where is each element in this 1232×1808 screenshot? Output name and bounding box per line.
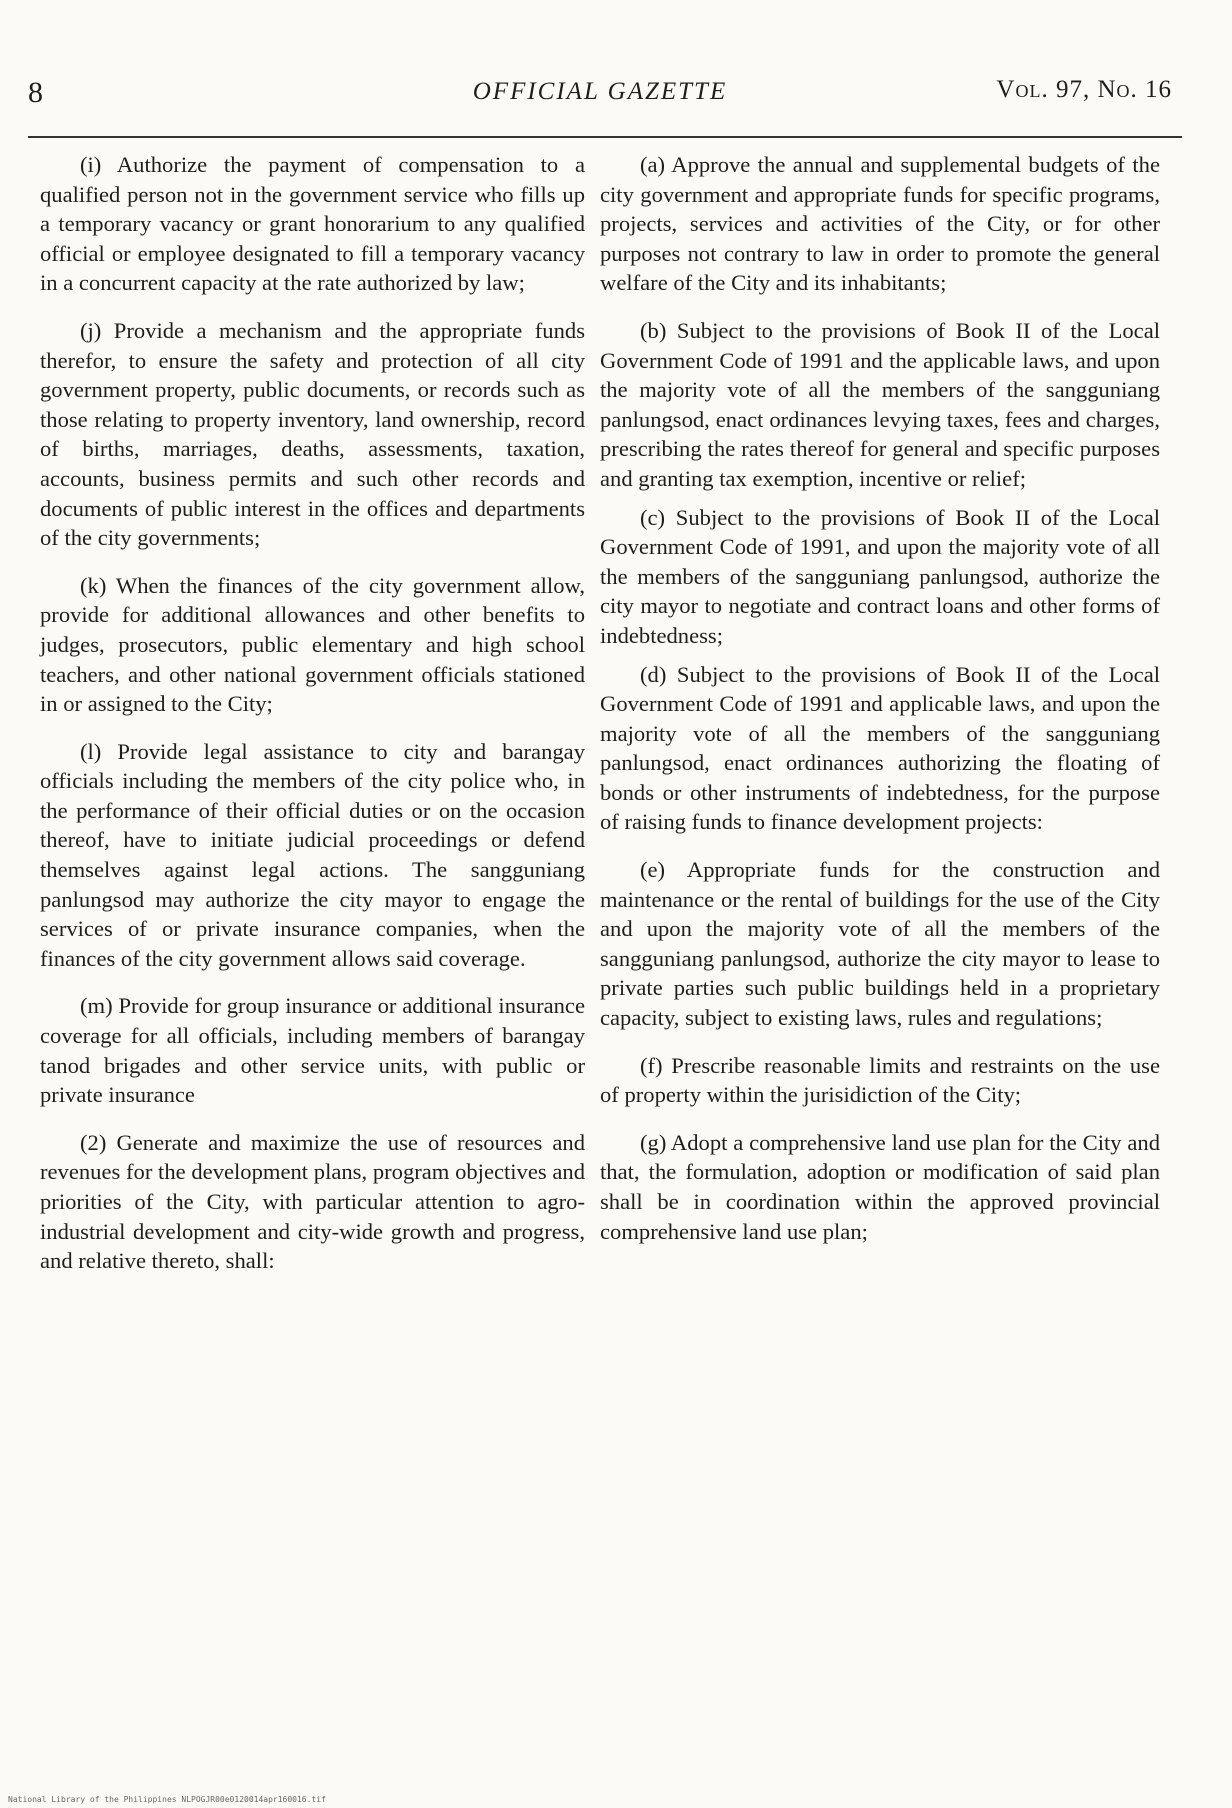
paragraph-m: (m) Provide for group insurance or additional insurance coverage for all officials, including members of barangay tanod brigades and other service units, with public or private insurance: [40, 993, 585, 1108]
right-column: [600, 150, 1160, 1264]
paragraph-l: (l) Provide legal assistance to city and barangay officials including the members of the city police who, in the performance of their official duties or on the occasion thereof, have to initiate judicial proceedings or defend themselves against legal actions. The sangguniang panlungsod may authorize the city mayor to engage the services of or private insurance companies, when the finances of the city government allows said coverage.: [40, 738, 585, 971]
header-rule: [28, 136, 1182, 138]
volume-issue: Vol. 97, No. 16: [996, 76, 1172, 103]
page-number: 8: [28, 76, 43, 109]
left-column: [40, 150, 585, 1294]
paragraph-a: (a) Approve the annual and supplemental budgets of the city government and appropriate funds for specific programs, projects, services and activities of the City, or for other purposes not contrary to law in order to promote the general welfare of the City and its inhabitants;: [600, 152, 1160, 296]
scan-footer: National Library of the Philippines NLPOGJR00e0120014apr160016.tif: [8, 1795, 326, 1804]
paragraph-j: (j) Provide a mechanism and the appropriate funds therefor, to ensure the safety and protection of all city government property, public documents, or records such as those relating to property inventory, land ownership, record of births, marriages, deaths, assessments, taxation, accounts, business permits and such other records and documents of public interest in the offices and departments of the city governments;: [40, 317, 585, 551]
paragraph-k: (k) When the finances of the city government allow, provide for additional allowances and other benefits to judges, prosecutors, public elementary and high school teachers, and other national government officials stationed in or assigned to the City;: [40, 572, 585, 717]
running-title: OFFICIAL GAZETTE: [472, 78, 728, 105]
paragraph-i: (i) Authorize the payment of compensation to a qualified person not in the government service who fills up a temporary vacancy or grant honorarium to any qualified official or employee designated to fill a temporary vacancy in a concurrent capacity at the rate authorized by law;: [40, 152, 585, 296]
paragraph-2: (2) Generate and maximize the use of resources and revenues for the development plans, program objectives and priorities of the City, with particular attention to agro-industrial development and city-wide growth and progress, and relative thereto, shall:: [40, 1129, 585, 1274]
paragraph-e: (e) Appropriate funds for the construction and maintenance or the rental of buildings for the use of the City and upon the majority vote of all the members of the sangguniang panlungsod, authorize the city mayor to lease to private parties such public buildings held in a proprietary capacity, subject to existing laws, rules and regulations;: [600, 857, 1160, 1031]
page-header: [28, 74, 1172, 118]
paragraph-c: (c) Subject to the provisions of Book II of the Local Government Code of 1991, and upon the majority vote of all the members of the sangguniang panlungsod, authorize the city mayor to negotiate and contract loans and other forms of indebtedness;: [600, 504, 1160, 648]
paragraph-g: (g) Adopt a comprehensive land use plan for the City and that, the formulation, adoption or modification of said plan shall be in coordination within the approved provincial comprehensive land use plan;: [600, 1129, 1160, 1244]
paragraph-b: (b) Subject to the provisions of Book II of the Local Government Code of 1991 and the applicable laws, and upon the majority vote of all the members of the sangguniang panlungsod, enact ordinances levying taxes, fees and charges, prescribing the rates thereof for general and specific purposes and granting tax exemption, incentive or relief;: [600, 317, 1160, 491]
paragraph-d: (d) Subject to the provisions of Book II of the Local Government Code of 1991 and applicable laws, and upon the majority vote of all the members of the sangguniang panlungsod, enact ordinances authorizing the floating of bonds or other instruments of indebtedness, for the purpose of raising funds to finance development projects:: [600, 661, 1160, 835]
paragraph-f: (f) Prescribe reasonable limits and restraints on the use of property within the jurisidiction of the City;: [600, 1052, 1160, 1108]
